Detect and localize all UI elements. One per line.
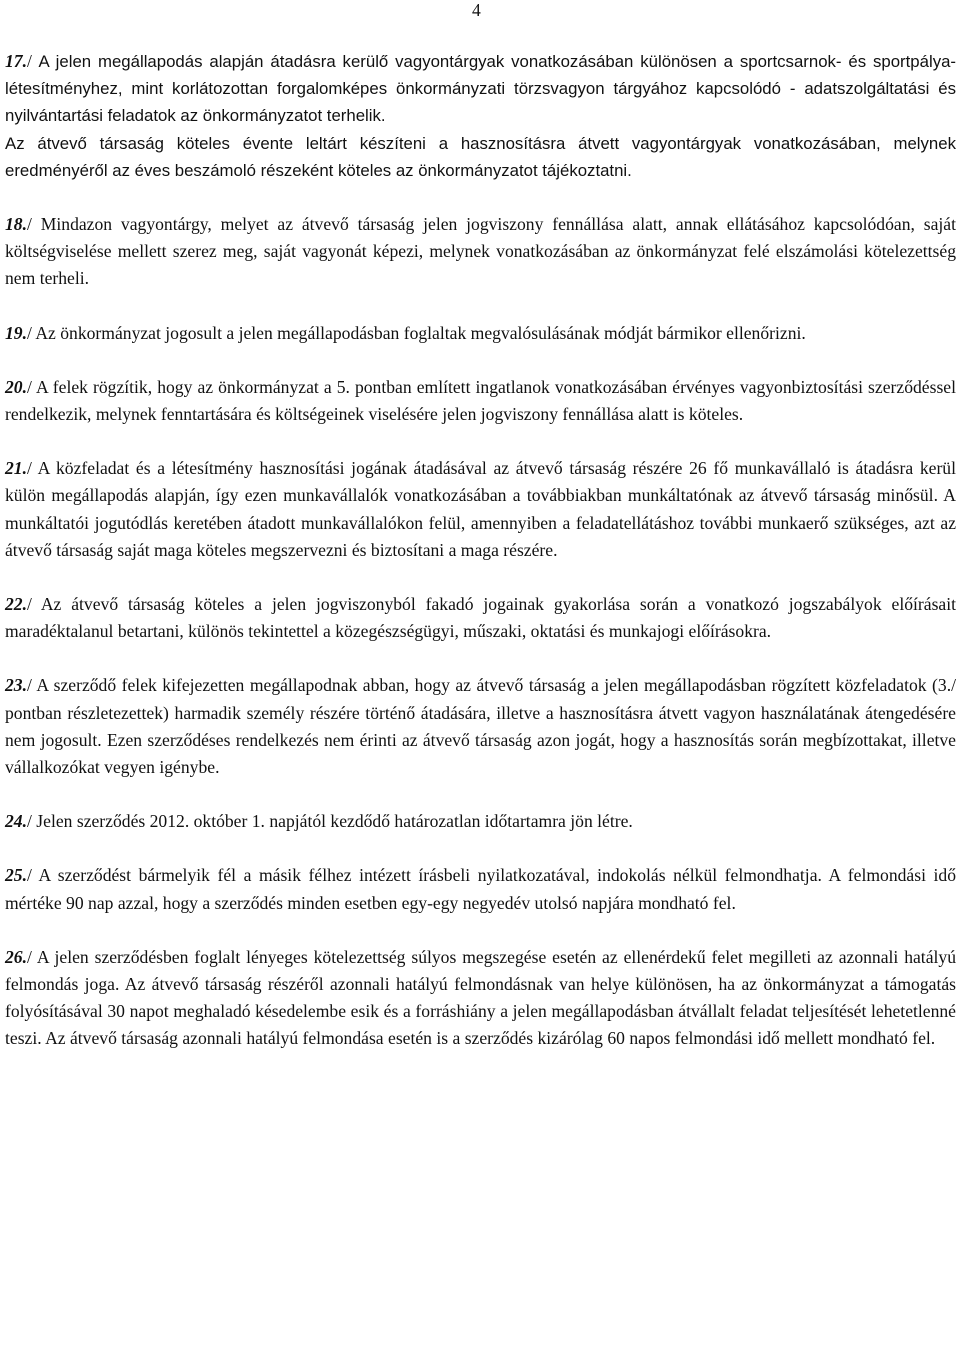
section-19	[5, 320, 956, 347]
section-20	[5, 374, 956, 428]
section-17-text: A jelen megállapodás alapján átadásra kerülő vagyontárgyak vonatkozásában különösen a sportcsarnok- és sportpálya-létesítményhez, mint korlátozottan forgalomképes önkormányzati törzsvagyon tárgyához kapcsolódó - adatszolgáltatási és nyilvántartási feladatok az önkormányzatot terhelik.	[5, 52, 957, 126]
section-22-number: 22.	[5, 594, 27, 615]
section-25	[5, 862, 956, 916]
section-18-slash: /	[27, 214, 41, 235]
section-20-slash: /	[27, 376, 36, 397]
section-24-number: 24.	[5, 811, 27, 832]
section-25-number: 25.	[5, 865, 27, 886]
section-17	[5, 48, 956, 130]
section-20-text: A felek rögzítik, hogy az önkormányzat a 5. pontban említett ingatlanok vonatkozásában érvényes vagyonbiztosítási szerződéssel rendelkezik, melynek fenntartására és költségeinek viselésére jelen jogviszony fennállása alatt is köteles.	[5, 376, 956, 425]
section-26	[5, 944, 956, 1053]
section-21-number: 21.	[5, 458, 27, 479]
section-23-text: A szerződő felek kifejezetten megállapodnak abban, hogy az átvevő társaság a jelen megállapodásban rögzített közfeladatok (3./ pontban részletezettek) harmadik személy részére történő átadására, illetve a hasznosításra átvett vagyon használatának átengedésére nem jogosult. Ezen szerződéses rendelkezés nem érinti az átvevő társaság azon jogát, hogy a hasznosítás során megbízottakat, illetve vállalkozókat vegyen igénybe.	[5, 675, 956, 778]
page-number: 4	[472, 0, 481, 20]
section-20-number: 20.	[5, 376, 27, 397]
section-17-text-2: Az átvevő társaság köteles évente leltárt készíteni a hasznosításra átvett vagyontárgyak vonatkozásában, melynek eredményéről az éves beszámoló részeként köteles az önkormányzatot tájékoztatni.	[5, 133, 956, 180]
section-23-slash: /	[27, 675, 37, 696]
document-body	[5, 48, 956, 1053]
section-22-slash: /	[27, 594, 41, 615]
section-23	[5, 672, 956, 781]
section-17-number: 17.	[5, 51, 27, 71]
section-25-text: A szerződést bármelyik fél a másik félhez intézett írásbeli nyilatkozatával, indokolás nélkül felmondhatja. A felmondási idő mértéke 90 nap azzal, hogy a szerződés minden esetben egy-egy negyedév utolsó napjára mondható fel.	[5, 865, 956, 913]
section-18-text: Mindazon vagyontárgy, melyet az átvevő társaság jelen jogviszony fennállása alatt, annak ellátásához kapcsolódóan, saját költségviselése mellett szerez meg, saját vagyonát képezi, melynek vonatkozásában az önkormányzat felé elszámolási kötelezettség nem terheli.	[5, 214, 956, 289]
section-23-number: 23.	[5, 675, 27, 696]
section-24-text: Jelen szerződés 2012. október 1. napjától kezdődő határozatlan időtartamra jön létre.	[36, 811, 633, 832]
section-22	[5, 591, 956, 645]
section-19-slash: /	[27, 322, 36, 343]
section-17-slash: /	[27, 51, 39, 71]
section-26-number: 26.	[5, 946, 27, 967]
section-21-text: A közfeladat és a létesítmény hasznosítási jogának átadásával az átvevő társaság részére 26 fő munkavállaló is átadásra kerül külön megállapodás alapján, így ezen munkavállalók vonatkozásában a továbbiakban munkáltatónak az átvevő társaság minősül. A munkáltatói jogutódlás keretében átadott munkavállalókon felül, amennyiben a feladatellátáshoz további munkaerő szükséges, azt az átvevő társaság saját maga köteles megszervezni és biztosítani a maga részére.	[5, 458, 956, 560]
section-26-slash: /	[27, 946, 37, 967]
section-26-text: A jelen szerződésben foglalt lényeges kötelezettség súlyos megszegése esetén az ellenérdekű felet megilleti az azonnali hatályú felmondás joga. Az átvevő társaság részéről azonnali hatályú felmondásnak van helye különösen, ha az önkormányzat a támogatás folyósításával 30 napot meghaladó késedelembe esik és a forráshiány a jelen megállapodásban átvállalt feladat teljesítését lehetetlenné teszi. Az átvevő társaság azonnali hatályú felmondása esetén is a szerződés kizárólag 60 napos felmondási idő mellett mondható fel.	[5, 946, 956, 1049]
section-24	[5, 808, 956, 835]
section-24-slash: /	[27, 811, 37, 832]
section-18-number: 18.	[5, 214, 27, 235]
section-19-number: 19.	[5, 322, 27, 343]
section-21	[5, 455, 956, 564]
section-25-slash: /	[27, 865, 39, 886]
section-18	[5, 211, 956, 293]
section-22-text: Az átvevő társaság köteles a jelen jogviszonyból fakadó jogainak gyakorlása során a vonatkozó jogszabályok előírásait maradéktalanul betartani, különös tekintettel a közegészségügyi, műszaki, oktatási és munkajogi előírásokra.	[5, 594, 956, 642]
section-19-text: Az önkormányzat jogosult a jelen megállapodásban foglaltak megvalósulásának módját bármikor ellenőrizni.	[35, 322, 806, 343]
section-21-slash: /	[27, 458, 38, 479]
